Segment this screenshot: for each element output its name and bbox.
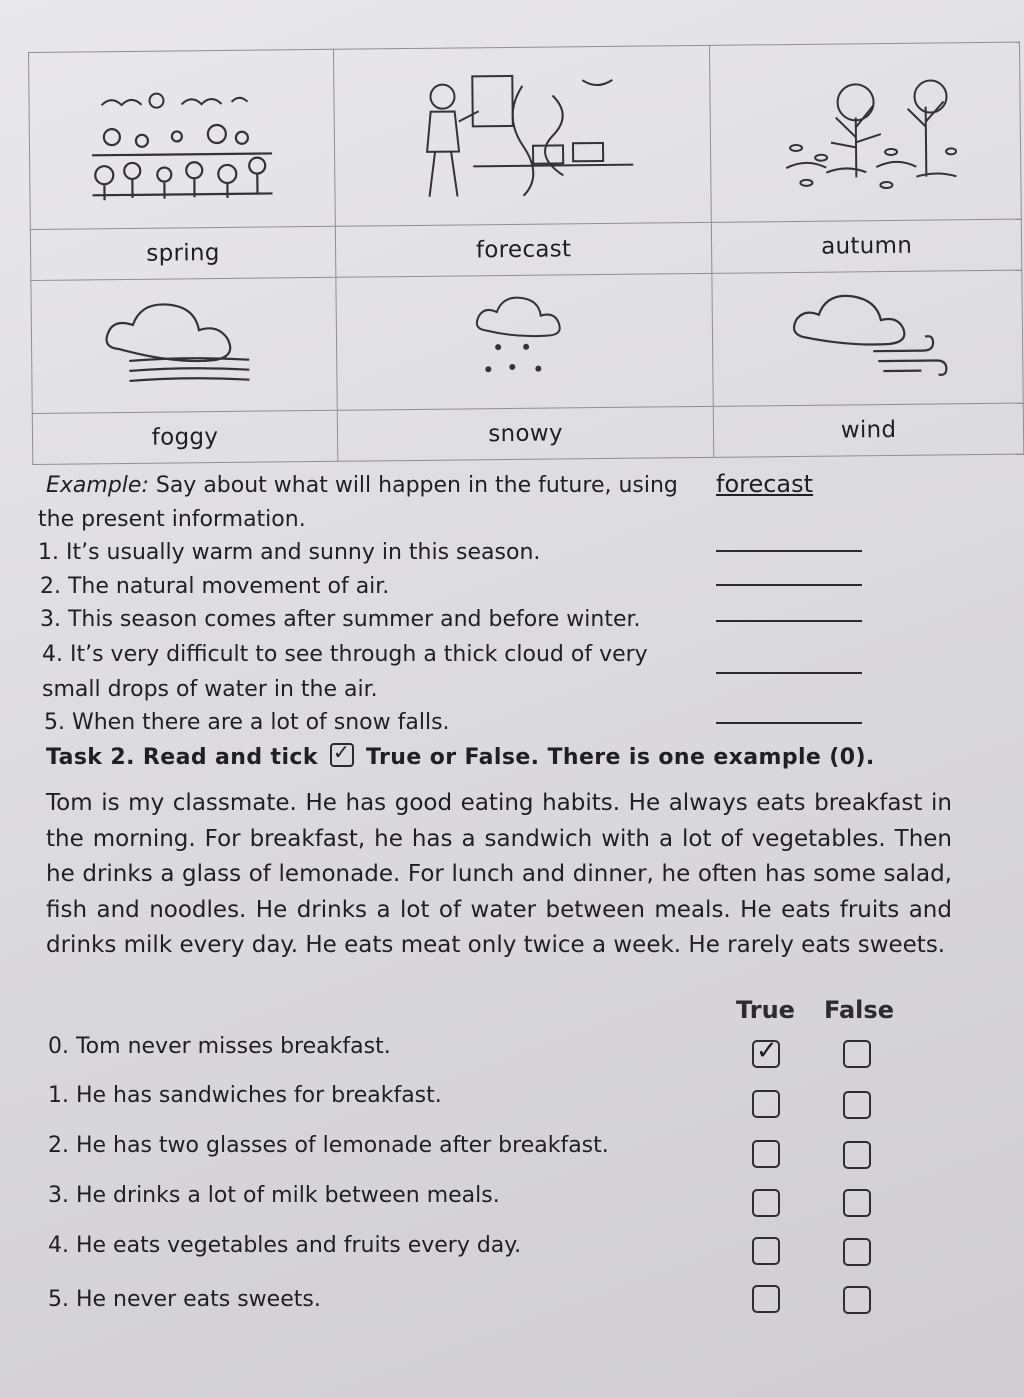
- task2-title-b: True or False. There is one example (0).: [366, 745, 875, 770]
- example-label: Example:: [46, 473, 149, 498]
- true-checkbox-5[interactable]: [752, 1285, 780, 1313]
- check-mark-icon: ✓: [332, 740, 351, 764]
- statement-4: 4. He eats vegetables and fruits every day.: [48, 1233, 522, 1258]
- task1-item-1: 1. It’s usually warm and sunny in this season.: [38, 540, 541, 565]
- false-column-header: False: [824, 996, 894, 1024]
- example-text-1: Say about what will happen in the future, using: [155, 473, 678, 498]
- statement-2: 2. He has two glasses of lemonade after breakfast.: [48, 1133, 609, 1158]
- false-checkbox-5[interactable]: [843, 1286, 871, 1314]
- wind-cloud-icon: [782, 280, 953, 392]
- vocabulary-table: [28, 42, 1024, 465]
- true-checkbox-0[interactable]: [752, 1036, 780, 1068]
- spring-flowers-illustration: [81, 73, 282, 205]
- false-checkbox-2[interactable]: [843, 1141, 871, 1169]
- answer-blank-1[interactable]: [716, 550, 862, 552]
- weather-presenter-illustration: [412, 65, 633, 207]
- statement-0: 0. Tom never misses breakfast.: [48, 1034, 391, 1059]
- false-checkbox-3[interactable]: [843, 1189, 871, 1217]
- spring-picture-cell: [29, 49, 336, 229]
- wind-picture-cell: [712, 270, 1023, 406]
- task1-item-4-cont: small drops of water in the air.: [42, 677, 378, 702]
- true-checkbox-4[interactable]: [752, 1237, 780, 1265]
- autumn-trees-illustration: [765, 66, 966, 198]
- snowy-picture-cell: [336, 273, 714, 410]
- statement-3: 3. He drinks a lot of milk between meals.: [48, 1183, 500, 1208]
- true-checkbox-2[interactable]: [752, 1140, 780, 1168]
- answer-blank-2[interactable]: [716, 584, 862, 586]
- forecast-picture-cell: [333, 45, 711, 226]
- answer-blank-4[interactable]: [716, 672, 862, 674]
- true-checkbox-3[interactable]: [752, 1189, 780, 1217]
- word-foggy: foggy: [32, 410, 337, 464]
- check-mark-icon: ✓: [756, 1036, 778, 1066]
- tick-box-icon: [330, 740, 354, 767]
- reading-passage: Tom is my classmate. He has good eating habits. He always eats breakfast in the morning. For breakfast, he has a sandwich with a lot of vegetables. Then he drinks a glass of lemonade. For lunch and dinner, he often has some salad, fish and noodles. He drinks a lot of water between meals. He eats fruits and drinks milk every day. He eats meat only twice a week. He rarely eats sweets.: [46, 790, 952, 958]
- word-snowy: snowy: [337, 406, 714, 461]
- word-spring: spring: [30, 226, 335, 280]
- example-answer: forecast: [716, 470, 814, 498]
- foggy-picture-cell: [31, 277, 337, 413]
- answer-blank-5[interactable]: [716, 722, 862, 724]
- fog-cloud-icon: [98, 287, 269, 399]
- task1-item-3: 3. This season comes after summer and before winter.: [40, 607, 641, 632]
- task2-title: [46, 740, 875, 770]
- task1-item-2: 2. The natural movement of air.: [40, 574, 390, 599]
- example-text-2: the present information.: [38, 507, 306, 532]
- answer-blank-3[interactable]: [716, 620, 862, 622]
- task2-title-a: Task 2. Read and tick: [46, 745, 318, 770]
- example-line: [46, 473, 678, 498]
- statement-5: 5. He never eats sweets.: [48, 1287, 321, 1312]
- snow-cloud-icon: [439, 284, 610, 396]
- true-column-header: True: [736, 996, 795, 1024]
- task1-item-5: 5. When there are a lot of snow falls.: [44, 710, 450, 735]
- true-checkbox-1[interactable]: [752, 1090, 780, 1118]
- false-checkbox-4[interactable]: [843, 1238, 871, 1266]
- task1-item-4: 4. It’s very difficult to see through a thick cloud of very: [42, 642, 648, 667]
- word-forecast: forecast: [335, 222, 712, 277]
- autumn-picture-cell: [710, 42, 1022, 222]
- false-checkbox-0[interactable]: [843, 1040, 871, 1068]
- false-checkbox-1[interactable]: [843, 1091, 871, 1119]
- word-autumn: autumn: [711, 219, 1021, 273]
- statement-1: 1. He has sandwiches for breakfast.: [48, 1083, 442, 1108]
- word-wind: wind: [713, 403, 1023, 457]
